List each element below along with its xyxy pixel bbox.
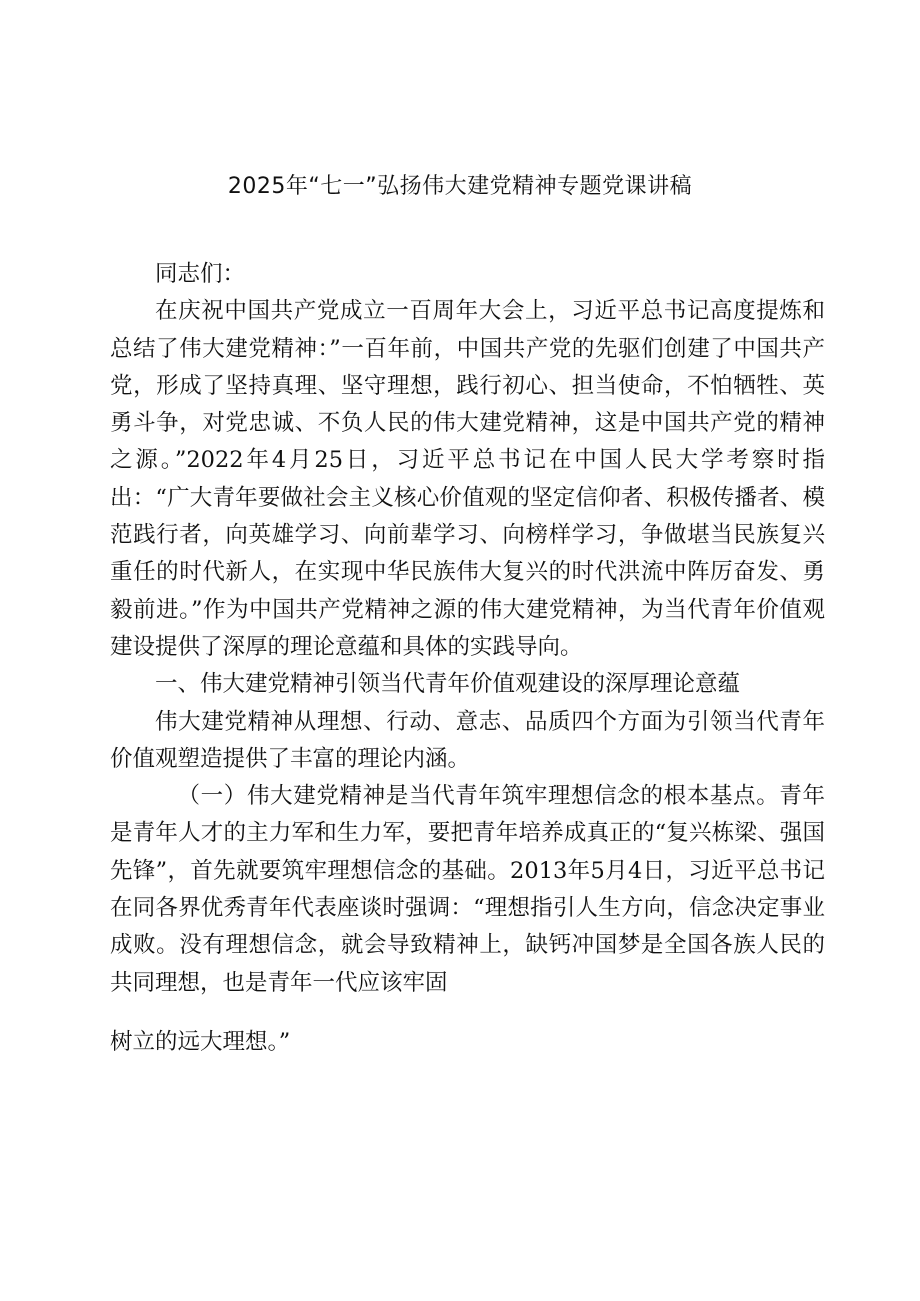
- document-title: 2025年“七一”弘扬伟大建党精神专题党课讲稿: [227, 174, 693, 199]
- document-body: [110, 256, 825, 1061]
- subsection-paragraph-1: （一）伟大建党精神是当代青年筑牢理想信念的根本基点。青年是青年人才的主力军和生力军，要把青年培养成真正的“复兴栋梁、强国先锋”，首先就要筑牢理想信念的基础。2013年5月4日，习近平总书记在同各界优秀青年代表座谈时强调：“理想指引人生方向，信念决定事业成败。没有理想信念，就会导致精神上，缺钙冲国梦是全国各族人民的共同理想，也是青年一代应该牢固: [110, 783, 825, 996]
- subsection-paragraph-1-tail: 树立的远大理想。”: [110, 1028, 291, 1055]
- paragraph-intro: 在庆祝中国共产党成立一百周年大会上，习近平总书记高度提炼和总结了伟大建党精神：”一百年前，中国共产党的先驱们创建了中国共产党，形成了坚持真理、坚守理想，践行初心、担当使命，不怕牺牲、英勇斗争，对党忠诚、不负人民的伟大建党精神，这是中国共产党的精神之源。”2022年4月25日，习近平总书记在中国人民大学考察时指出：“广大青年要做社会主义核心价值观的坚定信仰者、积极传播者、模范践行者，向英雄学习、向前辈学习、向榜样学习，争做堪当民族复兴重任的时代新人，在实现中华民族伟大复兴的时代洪流中阵厉奋发、勇毅前进。”作为中国共产党精神之源的伟大建党精神，为当代青年价值观建设提供了深厚的理论意蕴和具体的实践导向。: [110, 298, 825, 660]
- section-intro: 伟大建党精神从理想、行动、意志、品质四个方面为引领当代青年价值观塑造提供了丰富的理论内涵。: [110, 708, 825, 772]
- salutation: 同志们：: [155, 261, 246, 287]
- section-heading-1: 一、伟大建党精神引领当代青年价值观建设的深厚理论意蕴: [155, 671, 741, 698]
